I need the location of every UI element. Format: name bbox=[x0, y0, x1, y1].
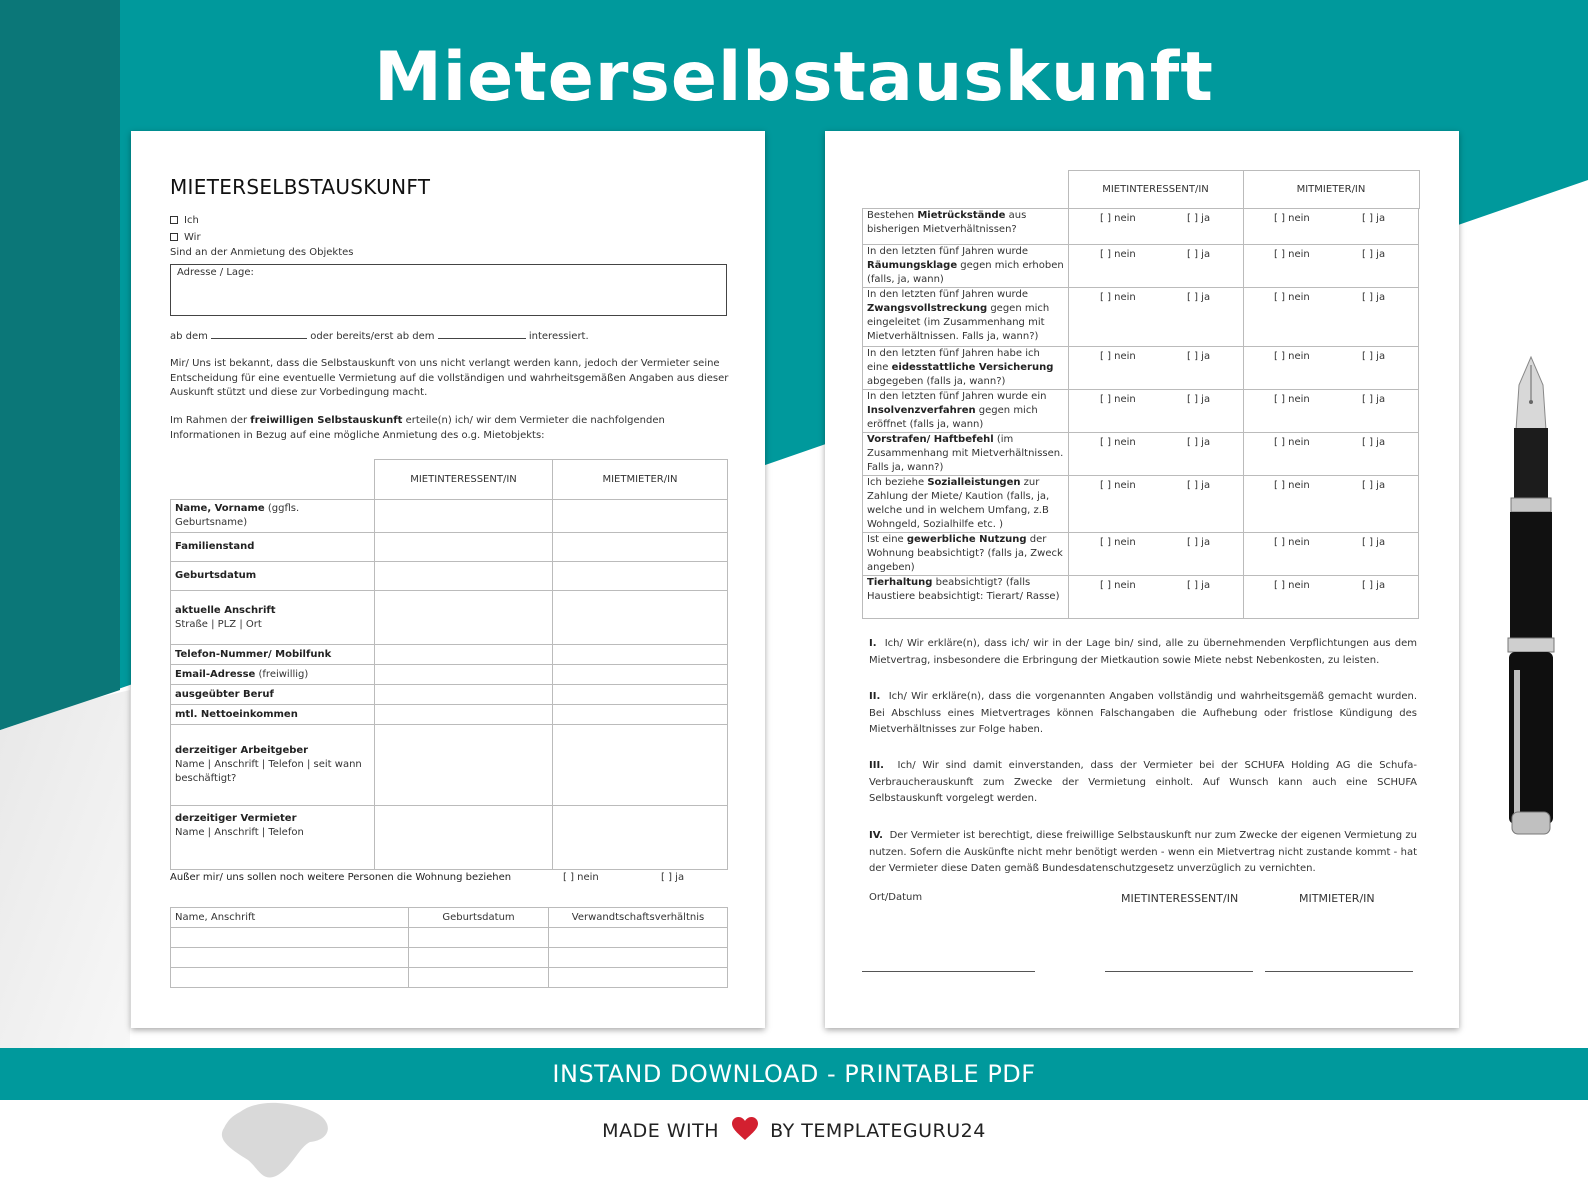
option-no[interactable]: [ ] nein bbox=[1274, 537, 1310, 548]
table-cell[interactable] bbox=[375, 500, 553, 533]
answer-cell-cotenant bbox=[1243, 389, 1419, 433]
answer-cell-tenant bbox=[1068, 244, 1244, 288]
option-yes[interactable]: [ ] ja bbox=[1362, 437, 1386, 448]
row-label: mtl. Nettoeinkommen bbox=[171, 705, 375, 725]
option-no[interactable]: [ ] nein bbox=[1100, 480, 1136, 491]
answer-cell-cotenant bbox=[1243, 532, 1419, 576]
option-yes[interactable]: [ ] ja bbox=[1362, 537, 1386, 548]
answer-cell-tenant bbox=[1068, 208, 1244, 245]
table-cell[interactable] bbox=[375, 725, 553, 806]
answer-cell-cotenant bbox=[1243, 244, 1419, 288]
signature-line-date[interactable] bbox=[862, 971, 1035, 972]
question-text: In den letzten fünf Jahren wurde Räumungsklage gegen mich erhoben (falls, ja, wann) bbox=[862, 244, 1069, 288]
checkbox-icon bbox=[170, 233, 178, 241]
option-no[interactable]: [ ] nein bbox=[1274, 213, 1310, 224]
option-yes[interactable]: [ ] ja bbox=[1362, 480, 1386, 491]
question-row bbox=[862, 389, 1419, 433]
question-row bbox=[862, 475, 1419, 533]
option-yes[interactable]: [ ] ja bbox=[1187, 537, 1211, 548]
row-label: derzeitiger Arbeitgeber Name | Anschrift | Telefon | seit wann beschäftigt? bbox=[171, 725, 375, 806]
option-no[interactable]: [ ] nein bbox=[1100, 351, 1136, 362]
answer-cell-tenant bbox=[1068, 475, 1244, 533]
table-cell[interactable] bbox=[549, 948, 728, 968]
option-no[interactable]: [ ] nein bbox=[1274, 351, 1310, 362]
row-label: Geburtsdatum bbox=[171, 562, 375, 591]
question-text: Bestehen Mietrückstände aus bisherigen Mietverhältnissen? bbox=[862, 208, 1069, 245]
row-label: Familienstand bbox=[171, 533, 375, 562]
row-label: Email-Adresse (freiwillig) bbox=[171, 665, 375, 685]
more-persons-label: Außer mir/ uns sollen noch weitere Personen die Wohnung beziehen bbox=[170, 872, 512, 883]
table-cell[interactable] bbox=[171, 928, 409, 948]
option-yes[interactable]: [ ] ja bbox=[1362, 351, 1386, 362]
more-persons-no[interactable]: [ ] nein bbox=[563, 872, 599, 883]
table-cell[interactable] bbox=[553, 500, 728, 533]
question-row bbox=[862, 346, 1419, 390]
answer-cell-cotenant bbox=[1243, 287, 1419, 347]
paragraph-2: Im Rahmen der freiwilligen Selbstauskunft erteile(n) ich/ wir dem Vermieter die nachfolgenden Informationen in Bezug auf eine mögliche Anmietung des o.g. Mietobjekts: bbox=[170, 415, 665, 441]
table-cell[interactable] bbox=[553, 645, 728, 665]
option-yes[interactable]: [ ] ja bbox=[1187, 292, 1211, 303]
option-yes[interactable]: [ ] ja bbox=[1187, 580, 1211, 591]
document-title: MIETERSELBSTAUSKUNFT bbox=[170, 175, 431, 199]
answer-cell-tenant bbox=[1068, 287, 1244, 347]
header-mietinteressent: MIETINTERESSENT/IN bbox=[1068, 171, 1243, 209]
question-row bbox=[862, 208, 1419, 245]
table-cell[interactable] bbox=[375, 562, 553, 591]
option-yes[interactable]: [ ] ja bbox=[1362, 213, 1386, 224]
date-line: ab dem oder bereits/erst ab dem interessiert. bbox=[170, 331, 589, 342]
declaration-4: IV. Der Vermieter ist berechtigt, diese freiwillige Selbstauskunft nur zum Zwecke der eigenen Vermietung zu nutzen. Sofern die Auskünfte nicht mehr benötigt werden - wenn ein Mietvertrag nicht zustande kommt - hat der Vermieter diese Daten gemäß Bundesdatenschutzgesetz unverzüglich zu vernichten. bbox=[869, 830, 1417, 874]
answer-cell-cotenant bbox=[1243, 208, 1419, 245]
answer-cell-tenant bbox=[1068, 575, 1244, 619]
table-cell[interactable] bbox=[171, 948, 409, 968]
option-yes[interactable]: [ ] ja bbox=[1187, 437, 1211, 448]
question-text: In den letzten fünf Jahren wurde Zwangsvollstreckung gegen mich eingeleitet (im Zusammenhang mit Mietverhältnissen. Falls ja, wann?) bbox=[862, 287, 1069, 347]
option-no[interactable]: [ ] nein bbox=[1100, 437, 1136, 448]
sig-label-date: Ort/Datum bbox=[869, 892, 923, 903]
option-no[interactable]: [ ] nein bbox=[1100, 537, 1136, 548]
paragraph-1: Mir/ Uns ist bekannt, dass die Selbstauskunft von uns nicht verlangt werden kann, jedoch der Vermieter seine Entscheidung für eine eventuelle Vermietung auf die vollständigen und wahrheitsgemäßen Angaben aus dieser Auskunft stützt und diese zur Vorbedingung macht. bbox=[170, 358, 729, 398]
option-yes[interactable]: [ ] ja bbox=[1362, 292, 1386, 303]
table-cell[interactable] bbox=[409, 968, 549, 988]
table-cell[interactable] bbox=[553, 533, 728, 562]
question-text: Tierhaltung beabsichtigt? (falls Haustiere beabsichtigt: Tierart/ Rasse) bbox=[862, 575, 1069, 619]
checkbox-wir[interactable]: Wir bbox=[170, 232, 201, 243]
more-persons-yes[interactable]: [ ] ja bbox=[661, 872, 685, 883]
checkbox-ich[interactable]: Ich bbox=[170, 215, 199, 226]
header-mitmieter: MITMIETER/IN bbox=[1243, 171, 1419, 209]
table-cell[interactable] bbox=[375, 591, 553, 645]
answer-cell-cotenant bbox=[1243, 575, 1419, 619]
table-cell[interactable] bbox=[375, 645, 553, 665]
option-yes[interactable]: [ ] ja bbox=[1187, 213, 1211, 224]
question-text: In den letzten fünf Jahren habe ich eine eidesstattliche Versicherung abgegeben (falls ja, wann?) bbox=[862, 346, 1069, 390]
table-cell[interactable] bbox=[375, 705, 553, 725]
option-yes[interactable]: [ ] ja bbox=[1187, 480, 1211, 491]
row-label: aktuelle Anschrift Straße | PLZ | Ort bbox=[171, 591, 375, 645]
signature-line-tenant[interactable] bbox=[1105, 971, 1253, 972]
table-cell[interactable] bbox=[375, 685, 553, 705]
option-yes[interactable]: [ ] ja bbox=[1187, 249, 1211, 260]
header-birthdate: Geburtsdatum bbox=[409, 908, 549, 928]
option-no[interactable]: [ ] nein bbox=[1274, 249, 1310, 260]
applicant-table bbox=[170, 459, 728, 870]
answer-cell-cotenant bbox=[1243, 475, 1419, 533]
table-cell[interactable] bbox=[549, 928, 728, 948]
answer-cell-cotenant bbox=[1243, 346, 1419, 390]
option-yes[interactable]: [ ] ja bbox=[1187, 394, 1211, 405]
header-mietinteressent: MIETINTERESSENT/IN bbox=[375, 460, 553, 500]
option-no[interactable]: [ ] nein bbox=[1100, 292, 1136, 303]
table-cell[interactable] bbox=[553, 562, 728, 591]
made-with-credit: MADE WITH BY TEMPLATEGURU24 bbox=[0, 1117, 1588, 1142]
question-text: Ist eine gewerbliche Nutzung der Wohnung beabsichtigt? (falls ja, Zweck angeben) bbox=[862, 532, 1069, 576]
question-row bbox=[862, 287, 1419, 347]
questions-table bbox=[862, 170, 1420, 209]
question-text: Ich beziehe Sozialleistungen zur Zahlung der Miete/ Kaution (falls, ja, welche und in welchem Umfang, z.B Wohngeld, Sozialhilfe etc. ) bbox=[862, 475, 1069, 533]
question-row bbox=[862, 244, 1419, 288]
answer-cell-tenant bbox=[1068, 389, 1244, 433]
fountain-pen-icon bbox=[1508, 357, 1554, 834]
address-field[interactable]: Adresse / Lage: bbox=[170, 264, 727, 316]
option-no[interactable]: [ ] nein bbox=[1274, 580, 1310, 591]
heart-icon bbox=[732, 1117, 758, 1141]
table-cell[interactable] bbox=[549, 968, 728, 988]
option-no[interactable]: [ ] nein bbox=[1100, 249, 1136, 260]
table-cell[interactable] bbox=[171, 968, 409, 988]
banner-title: Mieterselbstauskunft bbox=[374, 38, 1214, 117]
row-label: Telefon-Nummer/ Mobilfunk bbox=[171, 645, 375, 665]
header-mietmieter: MIETMIETER/IN bbox=[553, 460, 728, 500]
question-row bbox=[862, 432, 1419, 476]
header-relationship: Verwandtschaftsverhältnis bbox=[549, 908, 728, 928]
answer-cell-cotenant bbox=[1243, 432, 1419, 476]
option-no[interactable]: [ ] nein bbox=[1100, 580, 1136, 591]
table-cell[interactable] bbox=[553, 705, 728, 725]
download-band: INSTAND DOWNLOAD - PRINTABLE PDF bbox=[0, 1048, 1588, 1100]
option-yes[interactable]: [ ] ja bbox=[1362, 580, 1386, 591]
option-yes[interactable]: [ ] ja bbox=[1362, 394, 1386, 405]
table-cell[interactable] bbox=[375, 533, 553, 562]
table-cell[interactable] bbox=[553, 685, 728, 705]
option-no[interactable]: [ ] nein bbox=[1274, 437, 1310, 448]
option-yes[interactable]: [ ] ja bbox=[1362, 249, 1386, 260]
declaration-3: III. Ich/ Wir sind damit einverstanden, dass der Vermieter bei der SCHUFA Holding AG die Schufa-Verbraucherauskunft zum Zwecke der Vermietung einholt. Auf Wunsch kann auch eine SCHUFA Selbstauskunft vorgelegt werden. bbox=[869, 760, 1417, 804]
question-row bbox=[862, 532, 1419, 576]
form-page-right bbox=[825, 131, 1459, 1028]
header-name: Name, Anschrift bbox=[171, 908, 409, 928]
option-no[interactable]: [ ] nein bbox=[1274, 394, 1310, 405]
table-cell[interactable] bbox=[553, 591, 728, 645]
table-cell[interactable] bbox=[409, 948, 549, 968]
answer-cell-tenant bbox=[1068, 532, 1244, 576]
table-cell[interactable] bbox=[553, 725, 728, 806]
question-text: Vorstrafen/ Haftbefehl (im Zusammenhang mit Mietverhältnissen. Falls ja, wann?) bbox=[862, 432, 1069, 476]
form-page-left bbox=[131, 131, 765, 1028]
sig-label-cotenant: MITMIETER/IN bbox=[1299, 892, 1375, 905]
answer-cell-tenant bbox=[1068, 346, 1244, 390]
table-cell[interactable] bbox=[553, 806, 728, 870]
row-label: derzeitiger Vermieter Name | Anschrift | Telefon bbox=[171, 806, 375, 870]
row-label: ausgeübter Beruf bbox=[171, 685, 375, 705]
checkbox-icon bbox=[170, 216, 178, 224]
declaration-2: II. Ich/ Wir erkläre(n), dass die vorgenannten Angaben vollständig und wahrheitsgemäß gemacht wurden. Bei Abschluss eines Mietvertrages können Falschangaben die Aufhebung oder fristlose Kündigung des Mietverhältnisses zur Folge haben. bbox=[869, 691, 1418, 735]
sig-label-tenant: MIETINTERESSENT/IN bbox=[1121, 892, 1239, 905]
table-cell[interactable] bbox=[375, 806, 553, 870]
option-no[interactable]: [ ] nein bbox=[1100, 394, 1136, 405]
option-yes[interactable]: [ ] ja bbox=[1187, 351, 1211, 362]
option-no[interactable]: [ ] nein bbox=[1274, 292, 1310, 303]
option-no[interactable]: [ ] nein bbox=[1100, 213, 1136, 224]
option-no[interactable]: [ ] nein bbox=[1274, 480, 1310, 491]
table-cell[interactable] bbox=[409, 928, 549, 948]
persons-table bbox=[170, 907, 728, 988]
answer-cell-tenant bbox=[1068, 432, 1244, 476]
declaration-1: I. Ich/ Wir erkläre(n), dass ich/ wir in der Lage bin/ sind, alle zu übernehmenden Verpflichtungen aus dem Mietvertrag, insbesondere die Erbringung der Mietkaution sowie Miete nebst Nebenkosten, zu leisten. bbox=[869, 638, 1417, 666]
signature-line-cotenant[interactable] bbox=[1265, 971, 1413, 972]
question-text: In den letzten fünf Jahren wurde ein Insolvenzverfahren gegen mich eröffnet (falls ja, wann) bbox=[862, 389, 1069, 433]
intro-text: Sind an der Anmietung des Objektes bbox=[170, 247, 354, 258]
question-row bbox=[862, 575, 1419, 619]
table-cell[interactable] bbox=[375, 665, 553, 685]
table-cell[interactable] bbox=[553, 665, 728, 685]
row-label: Name, Vorname (ggfls. Geburtsname) bbox=[171, 500, 375, 533]
